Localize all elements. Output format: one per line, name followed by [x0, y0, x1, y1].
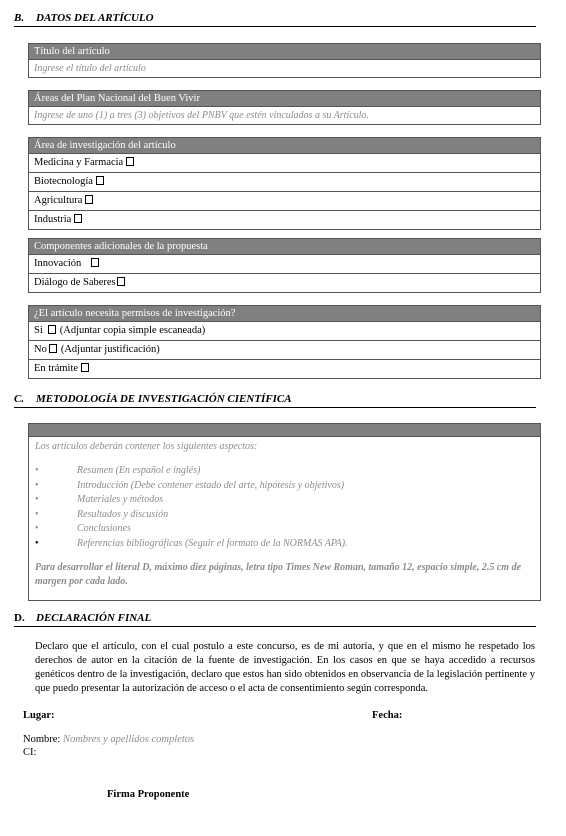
- bullet-icon: •: [35, 537, 39, 549]
- area-investigacion-header: Área de investigación del artículo: [29, 138, 540, 154]
- componentes-header: Componentes adicionales de la propuesta: [29, 239, 540, 255]
- bullet-icon: •: [35, 465, 39, 476]
- metodologia-box: [28, 423, 541, 601]
- option-label: No: [34, 344, 47, 355]
- option-industria: [29, 210, 540, 229]
- bullet-icon: •: [35, 494, 39, 505]
- option-label: Biotecnología: [34, 176, 93, 187]
- checkbox[interactable]: [85, 195, 93, 204]
- option-note: (Adjuntar copia simple escaneada): [59, 325, 206, 336]
- section-b-title: DATOS DEL ARTÍCULO: [36, 12, 154, 24]
- areas-pnbv-input[interactable]: Ingrese de uno (1) a tres (3) objetivos del PNBV que estén vinculados a su Artículo.: [34, 110, 369, 121]
- section-b-letter: B.: [14, 12, 25, 24]
- checkbox[interactable]: [48, 325, 56, 334]
- section-d-heading: [14, 612, 536, 627]
- list-item: [35, 493, 534, 508]
- areas-pnbv-header: Áreas del Plan Nacional del Buen Vivir: [29, 91, 540, 107]
- fecha-label: Fecha:: [372, 710, 403, 721]
- checkbox[interactable]: [91, 258, 99, 267]
- option-label: Agricultura: [34, 195, 83, 206]
- checkbox[interactable]: [126, 157, 134, 166]
- option-si: [29, 322, 540, 340]
- option-innovacion: [29, 255, 540, 273]
- option-agricultura: [29, 191, 540, 210]
- list-item-text: Referencias bibliográficas (Seguir el formato de la NORMAS APA).: [77, 537, 348, 549]
- option-medicina: [29, 154, 540, 172]
- option-label: Si: [34, 325, 43, 336]
- declaracion-paragraph: Declaro que el artículo, con el cual postulo a este concurso, es de mi autoría, y que en el mismo he respetado los derechos de autor en la citación de la fuente de investigación. En los casos en que se haya accedido a recursos genéticos dentro de la investigación, declaro que estos han sido obtenidos en observancia de la legislación pertinente y que puedo presentar la autorización de acceso o el acta de consentimiento según corresponda.: [35, 641, 535, 694]
- firma-label: Firma Proponente: [107, 789, 190, 800]
- checkbox[interactable]: [81, 363, 89, 372]
- metodologia-list: [35, 464, 534, 551]
- list-item: [35, 508, 534, 523]
- area-investigacion-options: [29, 154, 540, 229]
- list-item-text: Materiales y métodos: [77, 494, 164, 505]
- option-label: Industria: [34, 214, 72, 225]
- checkbox[interactable]: [49, 344, 57, 353]
- bullet-icon: •: [35, 479, 39, 491]
- section-c-heading: [14, 393, 536, 408]
- option-biotecnologia: [29, 172, 540, 191]
- option-dialogo-saberes: [29, 273, 540, 292]
- list-item-text: Conclusiones: [77, 523, 131, 534]
- checkbox[interactable]: [96, 176, 104, 185]
- permisos-header: ¿El artículo necesita permisos de investigación?: [29, 306, 540, 322]
- list-item-text: Introducción (Debe contener estado del arte, hipótesis y objetivos): [77, 479, 345, 491]
- ci-label: CI:: [23, 747, 37, 758]
- nombre-label: Nombre:: [23, 734, 61, 745]
- option-label: Innovación: [34, 258, 82, 269]
- metodologia-header: [29, 424, 540, 437]
- option-no: [29, 340, 540, 359]
- metodologia-note: Para desarrollar el literal D, máximo diez páginas, letra tipo Times New Roman, tamaño 12, espacio simple, 2.5 cm de margen por cada lado.: [35, 562, 522, 587]
- nombre-row: [23, 734, 194, 745]
- bullet-icon: •: [35, 508, 39, 520]
- section-d-letter: D.: [14, 612, 25, 624]
- checkbox[interactable]: [117, 277, 125, 286]
- metodologia-content[interactable]: [29, 437, 540, 593]
- option-label: En trámite: [34, 363, 79, 374]
- componentes-box: [28, 238, 541, 293]
- option-label: Diálogo de Saberes: [34, 277, 116, 288]
- metodologia-intro: Los artículos deberán contener los siguientes aspectos:: [35, 441, 258, 452]
- titulo-header: Título del artículo: [29, 44, 540, 60]
- area-investigacion-box: [28, 137, 541, 230]
- section-c-title: METODOLOGÍA DE INVESTIGACIÓN CIENTÍFICA: [36, 393, 292, 405]
- list-item-text: Resultados y discusión: [77, 508, 169, 520]
- section-d-title: DECLARACIÓN FINAL: [36, 612, 152, 624]
- titulo-input[interactable]: Ingrese el título del artículo: [34, 63, 146, 74]
- option-note: (Adjuntar justificación): [60, 344, 160, 355]
- list-item: [35, 464, 534, 479]
- titulo-box: [28, 43, 541, 78]
- option-en-tramite: [29, 359, 540, 378]
- section-b-heading: [14, 12, 536, 27]
- list-item: [35, 537, 534, 552]
- permisos-box: [28, 305, 541, 379]
- areas-pnbv-box: [28, 90, 541, 125]
- nombre-input[interactable]: Nombres y apellidos completos: [62, 734, 195, 745]
- option-label: Medicina y Farmacia: [34, 157, 124, 168]
- list-item-text: Resumen (En español e inglés): [77, 465, 201, 476]
- lugar-label: Lugar:: [23, 710, 55, 721]
- section-c-letter: C.: [14, 393, 25, 405]
- checkbox[interactable]: [74, 214, 82, 223]
- list-item: [35, 479, 534, 494]
- list-item: [35, 522, 534, 537]
- bullet-icon: •: [35, 523, 39, 534]
